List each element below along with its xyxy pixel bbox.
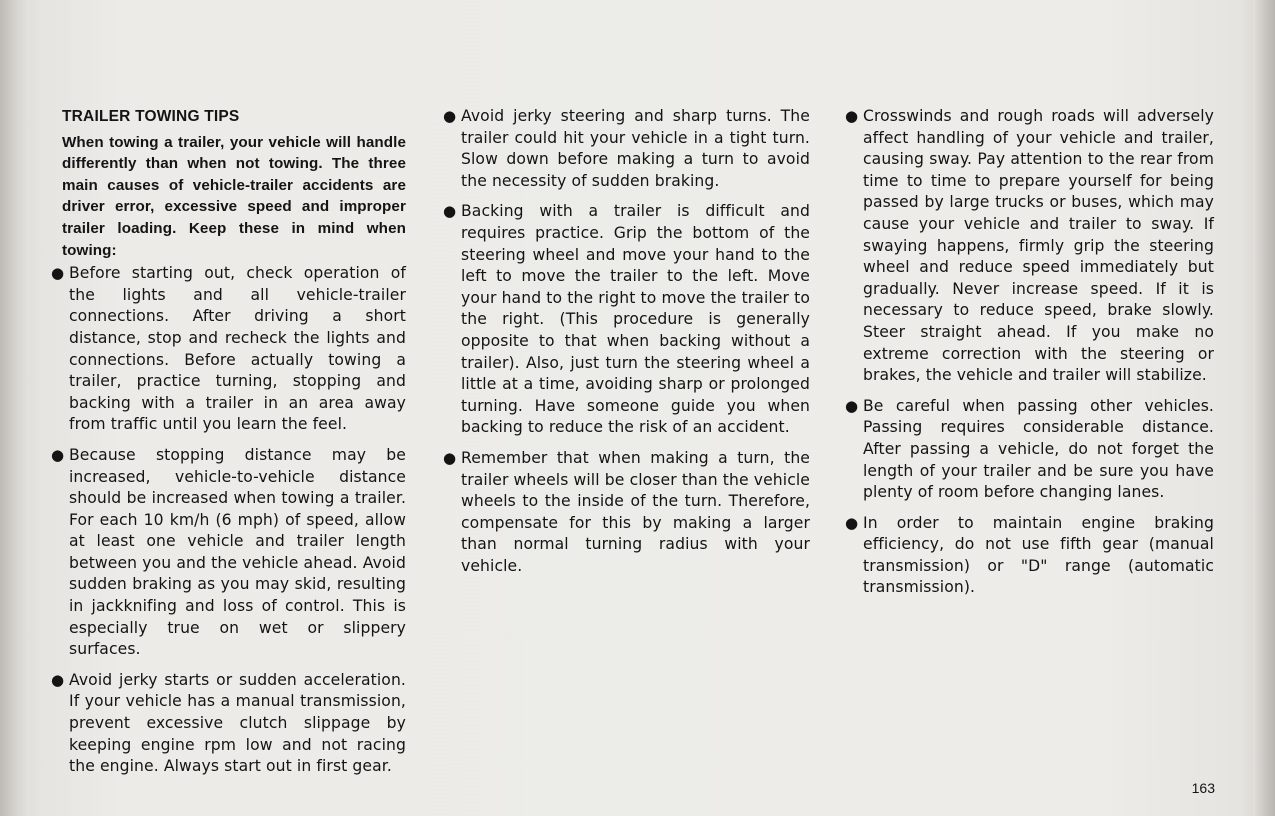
column-right xyxy=(842,106,1214,608)
bullet-icon: ● xyxy=(443,448,457,467)
bullet-text: Be careful when passing other vehicles. Passing requires considerable distance. After passing a vehicle, do not forget the length of your trailer and be sure you have plenty of room before changing lanes. xyxy=(863,396,1214,502)
list-item xyxy=(842,396,1214,504)
list-item xyxy=(440,106,810,192)
page-edge-shadow xyxy=(1253,0,1275,816)
bullet-icon: ● xyxy=(845,513,859,532)
list-item xyxy=(440,201,810,439)
bullet-icon: ● xyxy=(845,107,859,125)
bullet-text: Backing with a trailer is difficult and requires practice. Grip the bottom of the steering wheel and move your hand to the left to move the trailer to the left. Move your hand to the right to move the trailer to the right. (This procedure is generally opposite to that when backing without a trailer). Also, just turn the steering wheel a little at a time, avoiding sharp or prolonged turning. Have someone guide you when backing to reduce the risk of an accident. xyxy=(461,202,810,437)
page-number: 163 xyxy=(1191,780,1215,796)
list-item xyxy=(48,263,406,436)
bullet-list-right xyxy=(842,106,1214,599)
list-item xyxy=(842,106,1214,387)
bullet-list-left xyxy=(48,263,406,778)
section-heading: TRAILER TOWING TIPS xyxy=(62,108,240,125)
bullet-icon: ● xyxy=(443,107,457,125)
bullet-icon: ● xyxy=(51,670,65,689)
list-item xyxy=(842,513,1214,599)
list-item xyxy=(440,448,810,578)
list-item xyxy=(48,670,406,778)
section-intro: When towing a trailer, your vehicle will handle differently than when not towing. The three main causes of vehicle-trailer accidents are driver error, excessive speed and improper trailer loading. Keep these in mind when towing: xyxy=(62,133,406,259)
bullet-text: Before starting out, check operation of the lights and all vehicle-trailer connections. After driving a short distance, stop and recheck the lights and connections. Before actually towing a trailer, practice turning, stopping and backing with a trailer in an area away from traffic until you learn the feel. xyxy=(69,264,406,434)
bullet-text: In order to maintain engine braking efficiency, do not use fifth gear (manual transmission) or "D" range (automatic transmission). xyxy=(863,513,1214,597)
column-middle xyxy=(440,106,810,586)
bullet-icon: ● xyxy=(443,202,457,221)
page-binding-shadow xyxy=(0,0,30,816)
list-item xyxy=(48,445,406,661)
column-left xyxy=(48,106,406,787)
bullet-text: Crosswinds and rough roads will adversely affect handling of your vehicle and trailer, causing sway. Pay attention to the rear from time to time to prepare yourself for being passed by large trucks or buses, which may cause your vehicle and trailer to sway. If swaying happens, firmly grip the steering wheel and reduce speed immediately but gradually. Never increase speed. If it is necessary to reduce speed, brake slowly. Steer straight ahead. If you make no extreme correction with the steering or brakes, the vehicle and trailer will stabilize. xyxy=(863,107,1214,385)
bullet-icon: ● xyxy=(51,264,65,283)
bullet-icon: ● xyxy=(845,396,859,415)
bullet-text: Because stopping distance may be increased, vehicle-to-vehicle distance should be increased when towing a trailer. For each 10 km/h (6 mph) of speed, allow at least one vehicle and trailer length between you and the vehicle ahead. Avoid sudden braking as you may skid, resulting in jackknifing and loss of control. This is especially true on wet or slippery surfaces. xyxy=(69,445,406,659)
bullet-text: Avoid jerky steering and sharp turns. The trailer could hit your vehicle in a tight turn. Slow down before making a turn to avoid the necessity of sudden braking. xyxy=(461,107,810,190)
bullet-list-middle xyxy=(440,106,810,577)
bullet-text: Avoid jerky starts or sudden acceleration. If your vehicle has a manual transmission, prevent excessive clutch slippage by keeping engine rpm low and not racing the engine. Always start out in first gear. xyxy=(69,670,406,776)
bullet-text: Remember that when making a turn, the trailer wheels will be closer than the vehicle wheels to the inside of the turn. Therefore, compensate for this by making a larger than normal turning radius with your vehicle. xyxy=(461,448,810,575)
bullet-icon: ● xyxy=(51,445,65,464)
